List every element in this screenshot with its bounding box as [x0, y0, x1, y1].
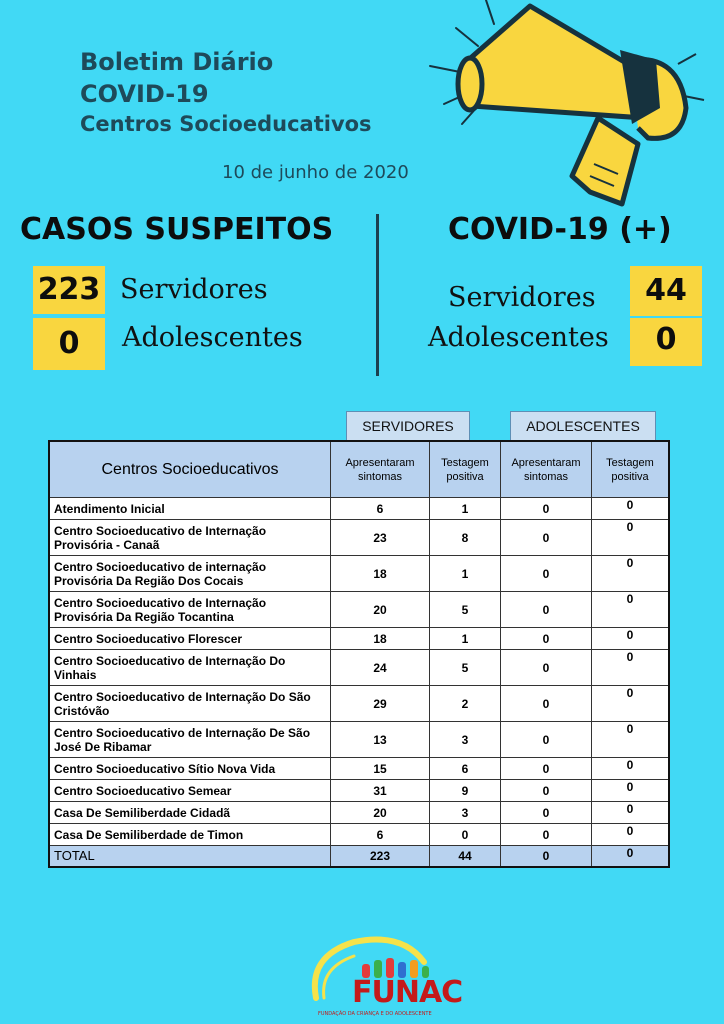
adolescentes-group-header: ADOLESCENTES	[510, 411, 656, 440]
adolescents-symptoms-cell: 0	[501, 758, 592, 780]
col-header-servers-symptoms: Apresentaram sintomas	[331, 441, 430, 498]
covid-servers-count: 44	[630, 266, 702, 316]
adolescents-positive-cell: 0	[592, 758, 670, 780]
servidores-group-header: SERVIDORES	[346, 411, 470, 440]
servers-positive-cell: 6	[430, 758, 501, 780]
col-header-centers: Centros Socioeducativos	[49, 441, 331, 498]
adolescents-symptoms-cell: 0	[501, 686, 592, 722]
servers-positive-cell: 3	[430, 802, 501, 824]
covid-adolescents-label: Adolescentes	[428, 322, 609, 353]
adolescents-symptoms-cell: 0	[501, 592, 592, 628]
servers-positive-cell: 5	[430, 650, 501, 686]
suspect-servers-count: 223	[33, 266, 105, 314]
bulletin-date: 10 de junho de 2020	[222, 162, 409, 183]
total-servers-symptoms: 223	[331, 846, 430, 868]
servers-symptoms-cell: 20	[331, 592, 430, 628]
section-divider	[376, 214, 379, 376]
adolescents-positive-cell: 0	[592, 556, 670, 592]
table-row	[49, 686, 669, 722]
adolescents-positive-cell: 0	[592, 520, 670, 556]
center-name-cell: Casa De Semiliberdade Cidadã	[49, 802, 331, 824]
col-header-adolescents-positive: Testagem positiva	[592, 441, 670, 498]
adolescents-symptoms-cell: 0	[501, 520, 592, 556]
center-name-cell: Centro Socioeducativo de Internação Provisória Da Região Tocantina	[49, 592, 331, 628]
servers-symptoms-cell: 13	[331, 722, 430, 758]
center-name-cell: Centro Socioeducativo de internação Provisória Da Região Dos Cocais	[49, 556, 331, 592]
table-row	[49, 758, 669, 780]
center-name-cell: Atendimento Inicial	[49, 498, 331, 520]
suspect-adolescents-count: 0	[33, 318, 105, 370]
servers-symptoms-cell: 18	[331, 556, 430, 592]
total-label-cell: TOTAL	[49, 846, 331, 868]
adolescents-symptoms-cell: 0	[501, 824, 592, 846]
total-adolescents-positive: 0	[592, 846, 670, 868]
servers-positive-cell: 9	[430, 780, 501, 802]
title-line-2: COVID-19	[80, 80, 209, 108]
center-name-cell: Centro Socioeducativo Sítio Nova Vida	[49, 758, 331, 780]
table-row	[49, 824, 669, 846]
center-name-cell: Centro Socioeducativo de Internação De São José De Ribamar	[49, 722, 331, 758]
col-header-servers-positive: Testagem positiva	[430, 441, 501, 498]
center-name-cell: Centro Socioeducativo Florescer	[49, 628, 331, 650]
table-row	[49, 592, 669, 628]
servers-positive-cell: 0	[430, 824, 501, 846]
table-row	[49, 650, 669, 686]
adolescents-positive-cell: 0	[592, 722, 670, 758]
servers-symptoms-cell: 23	[331, 520, 430, 556]
table-total-row	[49, 846, 669, 868]
covid-servers-label: Servidores	[448, 282, 596, 313]
center-name-cell: Casa De Semiliberdade de Timon	[49, 824, 331, 846]
adolescents-positive-cell: 0	[592, 686, 670, 722]
adolescents-symptoms-cell: 0	[501, 650, 592, 686]
adolescents-symptoms-cell: 0	[501, 780, 592, 802]
adolescents-symptoms-cell: 0	[501, 802, 592, 824]
servers-symptoms-cell: 31	[331, 780, 430, 802]
table-row	[49, 498, 669, 520]
center-name-cell: Centro Socioeducativo de Internação Provisória - Canaã	[49, 520, 331, 556]
center-name-cell: Centro Socioeducativo de Internação Do São Cristóvão	[49, 686, 331, 722]
servers-symptoms-cell: 15	[331, 758, 430, 780]
covid-adolescents-count: 0	[630, 318, 702, 366]
servers-positive-cell: 1	[430, 556, 501, 592]
suspect-cases-title: CASOS SUSPEITOS	[20, 212, 334, 247]
adolescents-positive-cell: 0	[592, 592, 670, 628]
servers-symptoms-cell: 6	[331, 498, 430, 520]
table-row	[49, 802, 669, 824]
table-row	[49, 780, 669, 802]
adolescents-symptoms-cell: 0	[501, 556, 592, 592]
adolescents-positive-cell: 0	[592, 824, 670, 846]
table-header-row	[49, 441, 669, 498]
servers-symptoms-cell: 24	[331, 650, 430, 686]
center-name-cell: Centro Socioeducativo de Internação Do Vinhais	[49, 650, 331, 686]
servers-symptoms-cell: 20	[331, 802, 430, 824]
title-line-3: Centros Socioeducativos	[80, 112, 372, 136]
servers-positive-cell: 5	[430, 592, 501, 628]
servers-positive-cell: 3	[430, 722, 501, 758]
total-servers-positive: 44	[430, 846, 501, 868]
adolescents-positive-cell: 0	[592, 498, 670, 520]
megaphone-icon	[420, 0, 720, 210]
total-adolescents-symptoms: 0	[501, 846, 592, 868]
covid-positive-title: COVID-19 (+)	[448, 212, 672, 247]
suspect-servers-label: Servidores	[120, 274, 268, 305]
table-row	[49, 628, 669, 650]
funac-subtitle: FUNDAÇÃO DA CRIANÇA E DO ADOLESCENTE	[318, 1011, 432, 1017]
center-name-cell: Centro Socioeducativo Semear	[49, 780, 331, 802]
table-row	[49, 520, 669, 556]
servers-positive-cell: 8	[430, 520, 501, 556]
servers-symptoms-cell: 18	[331, 628, 430, 650]
centers-table	[48, 440, 670, 868]
adolescents-symptoms-cell: 0	[501, 628, 592, 650]
funac-wordmark: FUNAC	[352, 975, 463, 1010]
servers-symptoms-cell: 29	[331, 686, 430, 722]
adolescents-positive-cell: 0	[592, 780, 670, 802]
table-row	[49, 556, 669, 592]
table-row	[49, 722, 669, 758]
col-header-adolescents-symptoms: Apresentaram sintomas	[501, 441, 592, 498]
servers-symptoms-cell: 6	[331, 824, 430, 846]
adolescents-positive-cell: 0	[592, 628, 670, 650]
adolescents-positive-cell: 0	[592, 802, 670, 824]
servers-positive-cell: 1	[430, 628, 501, 650]
title-line-1: Boletim Diário	[80, 48, 274, 76]
adolescents-symptoms-cell: 0	[501, 722, 592, 758]
adolescents-positive-cell: 0	[592, 650, 670, 686]
servers-positive-cell: 1	[430, 498, 501, 520]
servers-positive-cell: 2	[430, 686, 501, 722]
suspect-adolescents-label: Adolescentes	[122, 322, 303, 353]
adolescents-symptoms-cell: 0	[501, 498, 592, 520]
